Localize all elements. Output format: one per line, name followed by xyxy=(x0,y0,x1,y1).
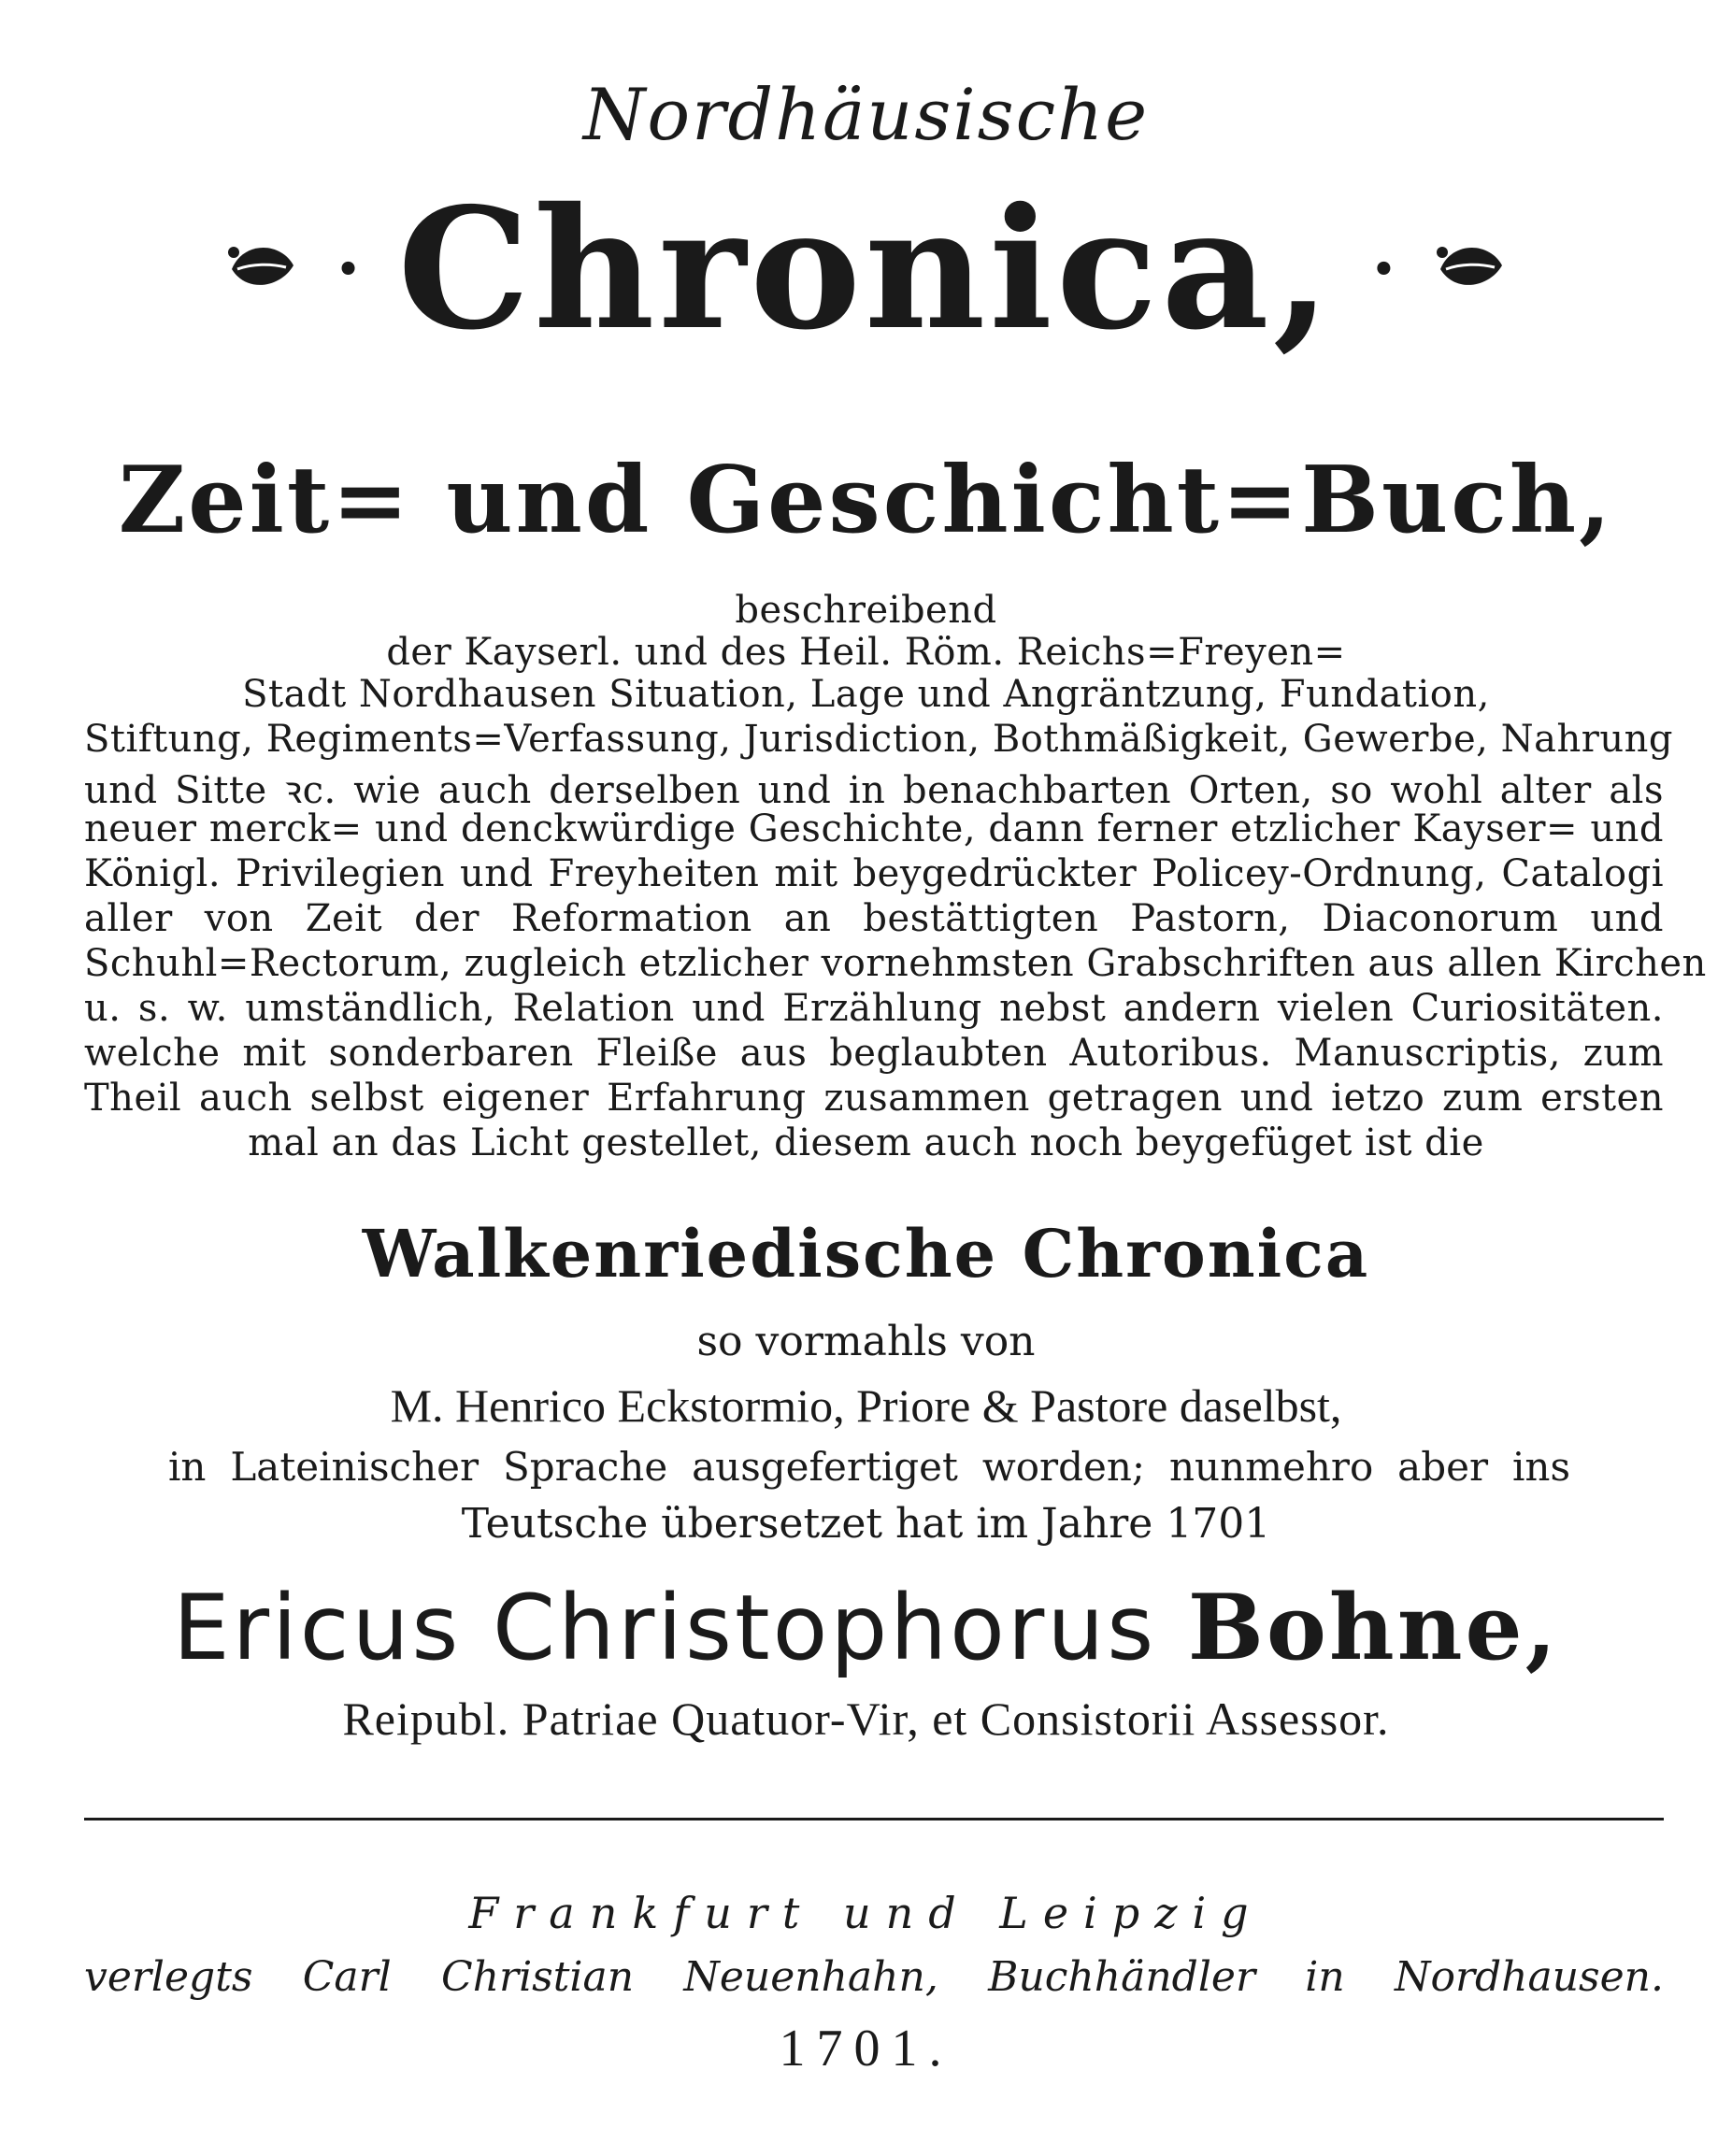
body-line: mal an das Licht gestellet, diesem auch noch beygefüget ist die xyxy=(248,1121,1484,1164)
so-vormahls-text: so vormahls von xyxy=(696,1318,1036,1365)
walkenried-heading: Walkenriedische Chronica xyxy=(362,1215,1370,1292)
latein-text: in Lateinischer Sprache ausgefertiget worden; nunmehro aber ins xyxy=(168,1444,1570,1490)
title-subtitle: Zeit= und Geschicht=Buch, xyxy=(118,447,1614,554)
body-line: Königl. Privilegien und Freyheiten mit beygedrückter Policey-Ordnung, Catalogi xyxy=(84,852,1664,895)
body-line: und Sitte ꝛc. wie auch derselben und in benachbarten Orten, so wohl alter als xyxy=(84,769,1664,812)
title-main: Chronica, xyxy=(397,171,1335,366)
henrico-text: M. Henrico Eckstormio, Priore & Pastore daselbst, xyxy=(390,1379,1342,1432)
body-line: Stadt Nordhausen Situation, Lage und Angräntzung, Fundation, xyxy=(242,673,1490,716)
dot-right: • xyxy=(1371,247,1396,292)
body-line: Schuhl=Rectorum, zugleich etzlicher vornehmsten Grabschriften aus allen Kirchen xyxy=(84,942,1707,985)
body-line: Stiftung, Regiments=Verfassung, Jurisdiction, Bothmäßigkeit, Gewerbe, Nahrung xyxy=(84,718,1673,761)
leaf-ornament-left-icon xyxy=(224,232,299,307)
author-first-names: Ericus Christophorus xyxy=(173,1576,1157,1680)
body-line: welche mit sonderbaren Fleiße aus beglaubten Autoribus. Manuscriptis, zum xyxy=(84,1032,1664,1075)
author-surname: Bohne, xyxy=(1187,1575,1559,1680)
body-line: neuer merck= und denckwürdige Geschichte, dann ferner etzlicher Kayser= und xyxy=(84,807,1664,850)
divider-rule xyxy=(84,1818,1664,1820)
dot-left: • xyxy=(336,247,361,292)
body-line: der Kayserl. und des Heil. Röm. Reichs=Freyen= xyxy=(386,631,1346,674)
title-main-row xyxy=(0,171,1732,366)
imprint-year: 1701. xyxy=(779,2020,953,2077)
author-name xyxy=(0,1575,1732,1680)
body-line: beschreibend xyxy=(735,589,997,632)
imprint-place: Frankfurt und Leipzig xyxy=(468,1888,1264,1938)
body-line: Theil auch selbst eigener Erfahrung zusammen getragen und ietzo zum ersten xyxy=(84,1077,1664,1120)
imprint-publisher: verlegts Carl Christian Neuenhahn, Buchhändler in Nordhausen. xyxy=(84,1953,1664,2001)
leaf-ornament-right-icon xyxy=(1433,232,1508,307)
author-title: Reipubl. Patriae Quatuor-Vir, et Consistorii Assessor. xyxy=(342,1692,1390,1745)
body-line: aller von Zeit der Reformation an bestättigten Pastorn, Diaconorum und xyxy=(84,897,1664,940)
teutsche-text: Teutsche übersetzet hat im Jahre 1701 xyxy=(461,1500,1271,1548)
title-prefix: Nordhäusische xyxy=(582,73,1150,156)
body-line: u. s. w. umständlich, Relation und Erzählung nebst andern vielen Curiositäten. xyxy=(84,987,1664,1030)
